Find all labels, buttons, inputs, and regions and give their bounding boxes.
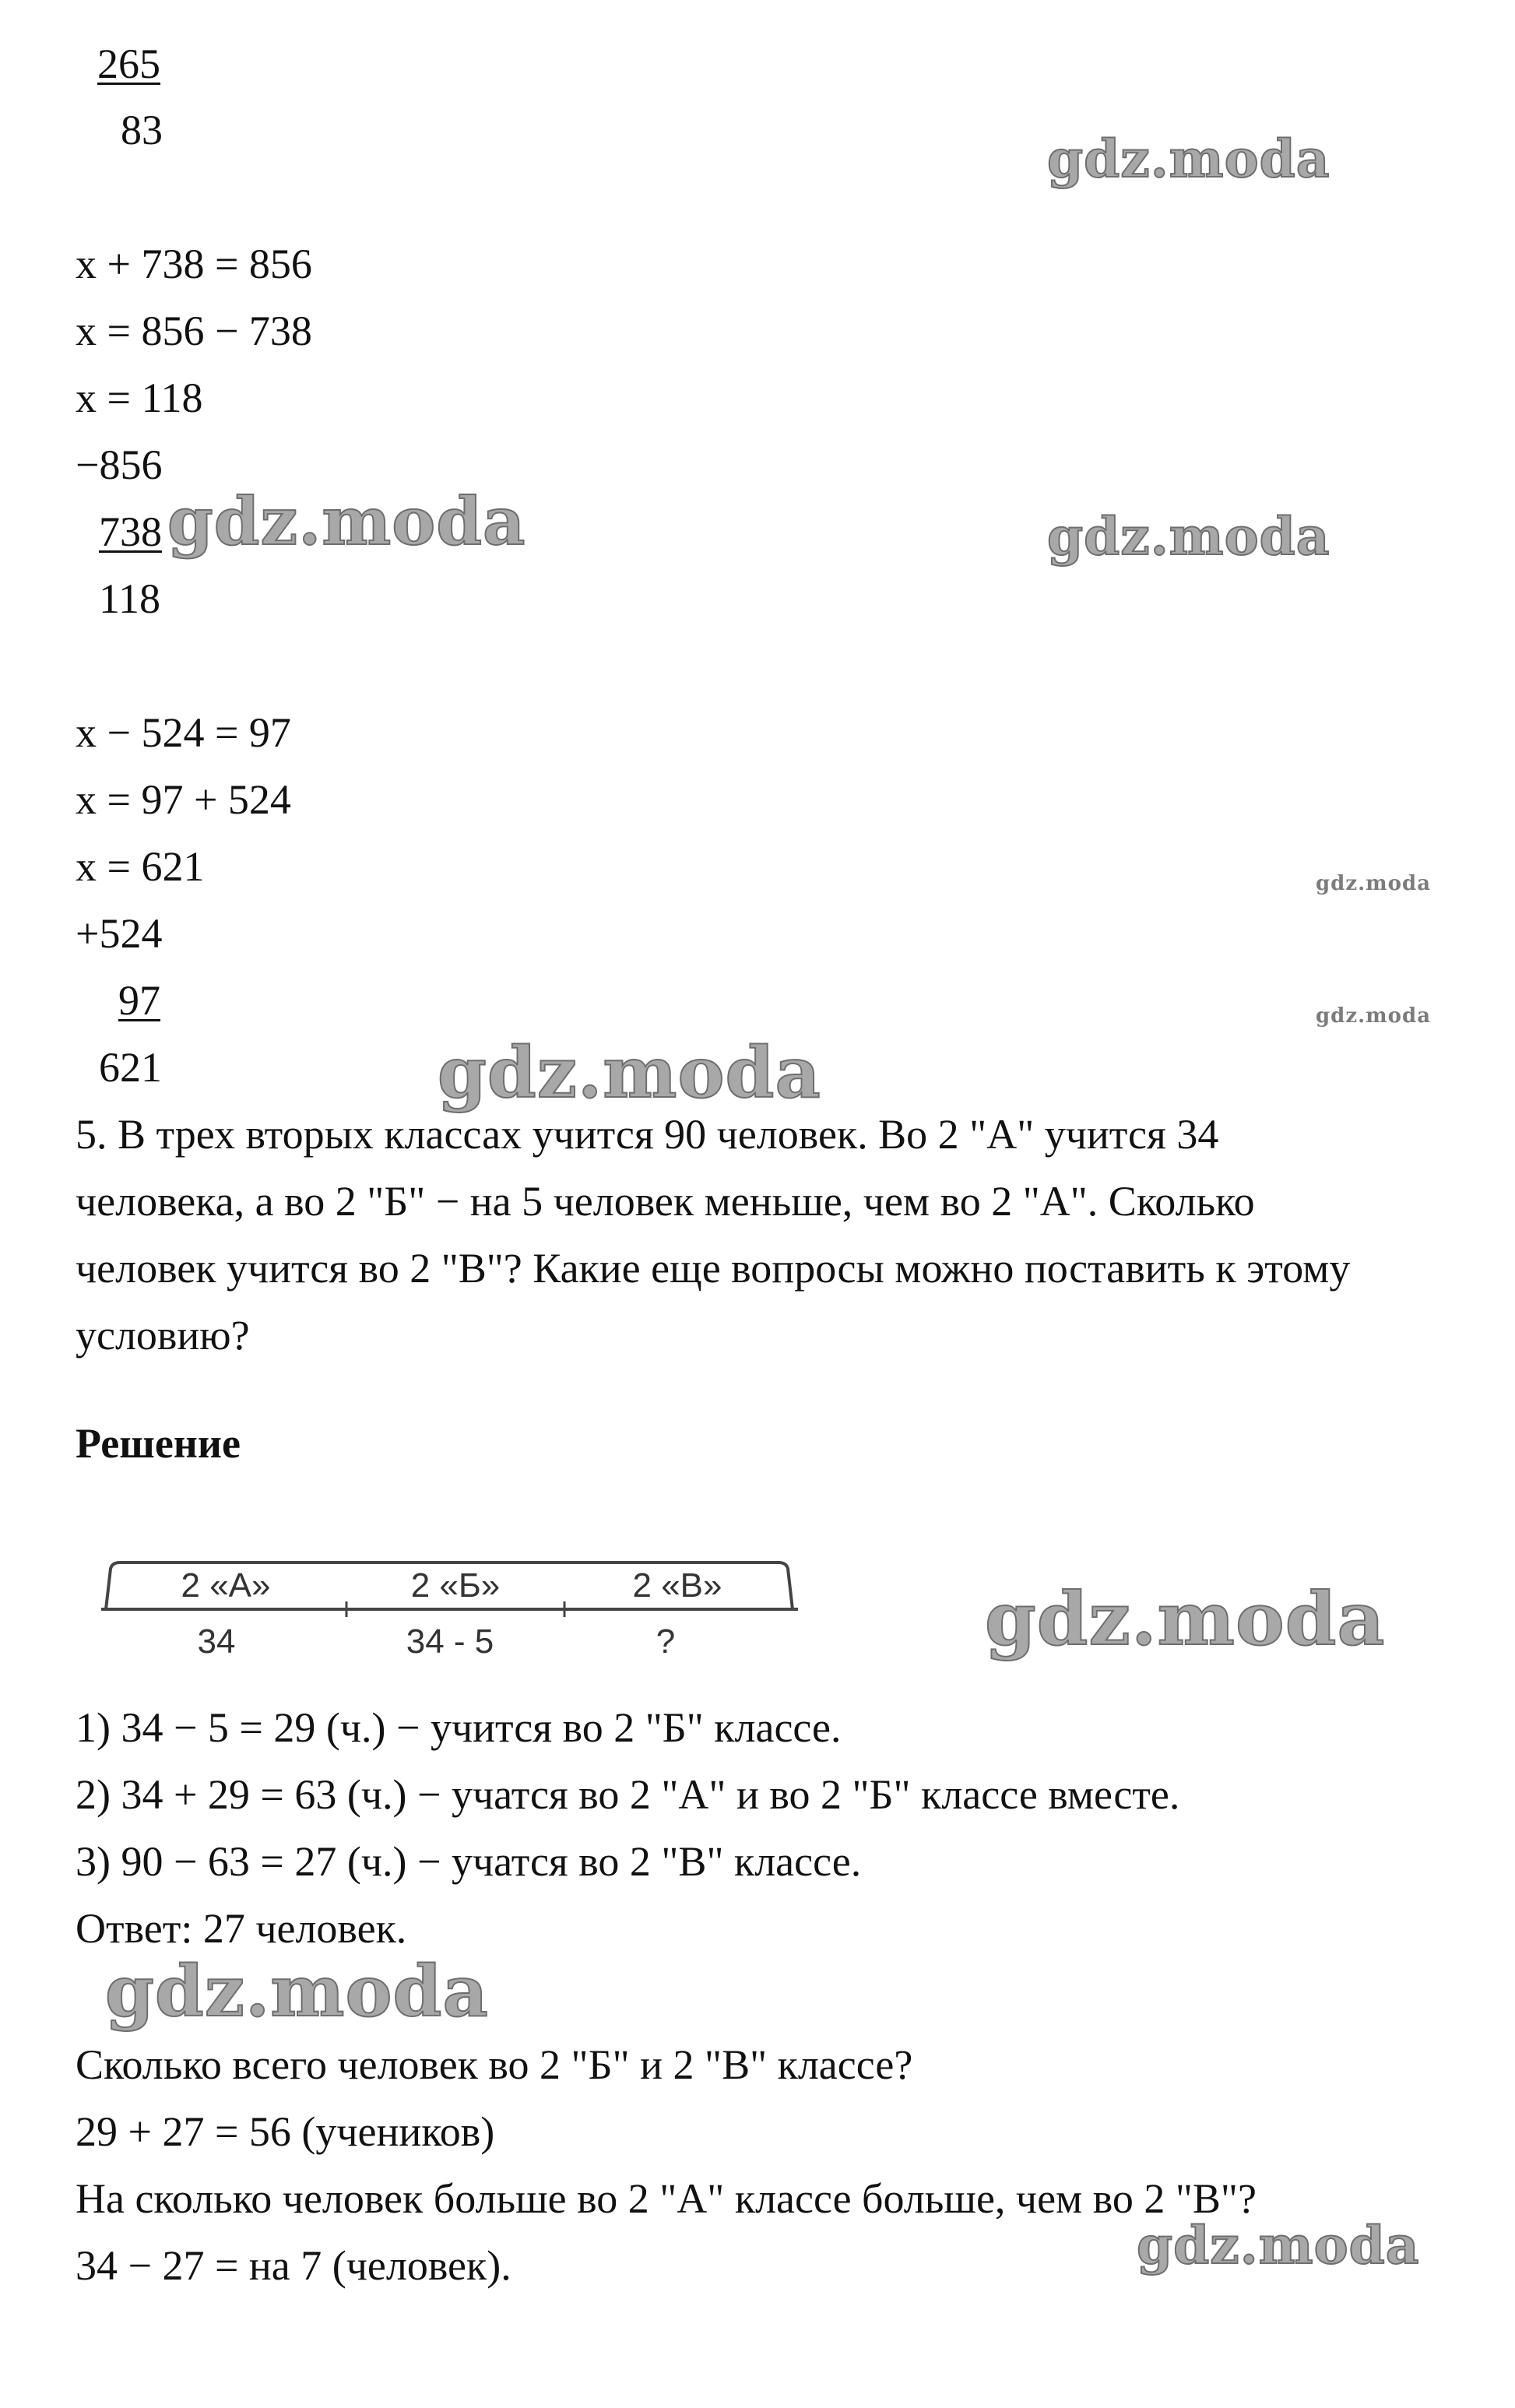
task5-line1: 5. В трех вторых классах учится 90 человек. Во 2 "А" учится 34 [76, 1111, 1219, 1158]
watermark-logo: gdz.moda [1316, 872, 1432, 895]
block2-line2: x = 856 − 738 [76, 308, 312, 354]
task5-line3: человек учится во 2 "В"? Какие еще вопросы можно поставить к этому [76, 1245, 1351, 1292]
solution-step-2: 2) 34 + 29 = 63 (ч.) − учатся во 2 "А" и во 2 "Б" классе вместе. [76, 1771, 1180, 1818]
solution-answer: Ответ: 27 человек. [76, 1905, 407, 1952]
extra-answer-1: 29 + 27 = 56 (учеников) [76, 2108, 495, 2155]
block1-line2: 83 [121, 107, 163, 153]
block3-line1: x − 524 = 97 [76, 709, 291, 756]
solution-heading: Решение [76, 1420, 241, 1467]
watermark-logo: gdz.moda [438, 1032, 821, 1114]
watermark-logo: gdz.moda [167, 483, 526, 560]
diagram-value-2a: 34 [197, 1622, 236, 1661]
block2-line6: 118 [99, 575, 160, 622]
watermark-logo: gdz.moda [985, 1577, 1386, 1662]
block3-line3: x = 621 [76, 843, 205, 890]
segment-diagram [101, 1545, 802, 1662]
task5-line2: человека, а во 2 "Б" − на 5 человек меньше, чем во 2 "А". Сколько [76, 1178, 1255, 1225]
block2-line5: 738 [99, 508, 162, 555]
diagram-label-2a: 2 «А» [181, 1566, 271, 1605]
solution-step-1: 1) 34 − 5 = 29 (ч.) − учится во 2 "Б" классе. [76, 1704, 842, 1751]
extra-question-1: Сколько всего человек во 2 "Б" и 2 "В" классе? [76, 2041, 913, 2088]
block2-line3: x = 118 [76, 374, 203, 421]
diagram-label-2b: 2 «Б» [410, 1566, 501, 1605]
diagram-label-2v: 2 «В» [632, 1566, 722, 1605]
block2-line1: x + 738 = 856 [76, 241, 312, 287]
watermark-logo: gdz.moda [1137, 2215, 1420, 2276]
block3-line6: 621 [99, 1044, 162, 1091]
extra-question-2: На сколько человек больше во 2 "А" классе больше, чем во 2 "В"? [76, 2175, 1257, 2222]
block3-line2: x = 97 + 524 [76, 776, 291, 823]
diagram-value-2b: 34 - 5 [406, 1622, 494, 1661]
diagram-value-2v: ? [656, 1622, 676, 1661]
solution-step-3: 3) 90 − 63 = 27 (ч.) − учатся во 2 "В" классе. [76, 1838, 862, 1885]
watermark-logo: gdz.moda [1316, 1004, 1432, 1028]
block3-line4: +524 [76, 910, 163, 957]
block1-line1: 265 [97, 40, 160, 87]
watermark-logo: gdz.moda [1047, 128, 1330, 189]
block2-line4: −856 [76, 441, 163, 488]
watermark-logo: gdz.moda [105, 1950, 489, 2033]
block3-line5: 97 [118, 977, 160, 1024]
extra-answer-2: 34 − 27 = на 7 (человек). [76, 2242, 511, 2289]
task5-line4: условию? [76, 1312, 250, 1359]
watermark-logo: gdz.moda [1047, 506, 1330, 567]
